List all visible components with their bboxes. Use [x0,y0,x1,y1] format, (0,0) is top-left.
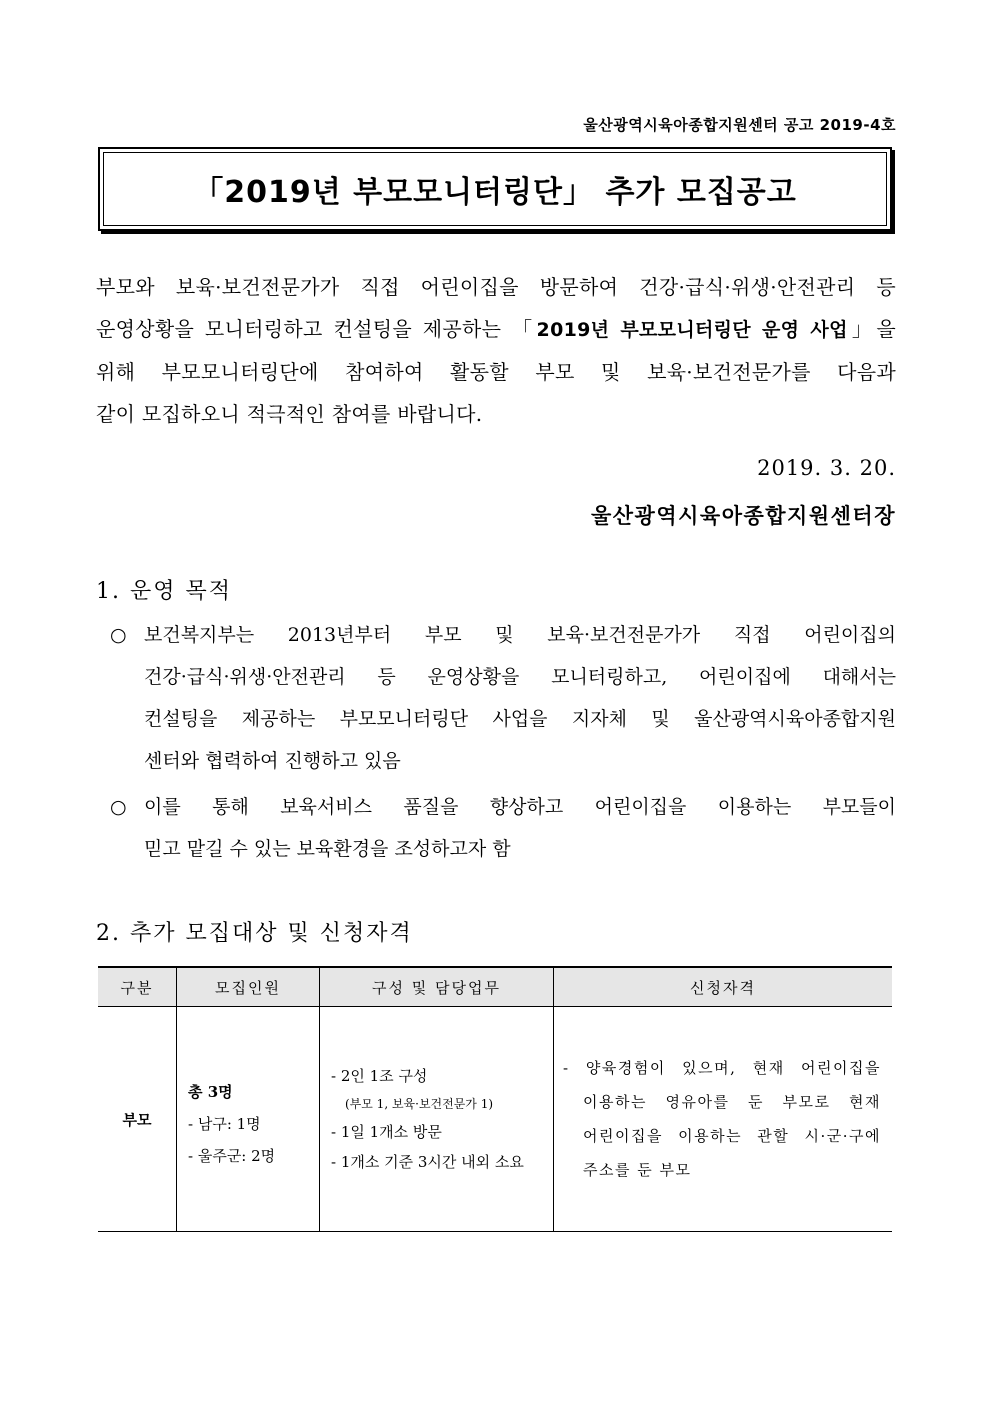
section1-item [110,786,896,870]
bullet-circle-icon: ○ [110,624,127,646]
section1-item [110,614,896,782]
column-header: 구분 [98,967,177,1007]
recruitment-table [98,966,892,1232]
recruit-total: 총 3명 [188,1083,233,1101]
category-label: 부모 [122,1110,152,1129]
duty-subline: (부모 1, 보육·보건전문가 1) [345,1097,494,1111]
duty-line: - 1개소 기준 3시간 내외 소요 [331,1153,524,1171]
intro-line: 위해 부모모니터링단에 참여하여 활동할 부모 및 보육·보건전문가를 다음과 [96,360,896,384]
intro-text: 」을 [847,317,896,341]
duty-cell [320,1007,554,1232]
project-name: 2019년 부모모니터링단 운영 사업 [536,319,848,341]
notice-date: 2019. 3. 20. [757,456,896,480]
intro-line: 같이 모집하오니 적극적인 참여를 바랍니다. [96,402,483,426]
qualification-line: 이용하는 영유아를 둔 부모로 현재 [583,1093,881,1111]
table-header-row [98,967,892,1007]
item-line: 센터와 협력하여 진행하고 있음 [144,750,401,772]
item-line: 컨설팅을 제공하는 부모모니터링단 사업을 지자체 및 울산광역시육아종합지원 [144,708,896,730]
intro-paragraph [96,266,896,435]
duty-line: - 1일 1개소 방문 [331,1123,442,1141]
recruit-line: - 남구: 1명 [188,1115,261,1133]
qualification-line: 어린이집을 이용하는 관할 시·군·구에 [583,1127,881,1145]
item-line: 건강·급식·위생·안전관리 등 운영상황을 모니터링하고, 어린이집에 대해서는 [144,666,896,688]
item-line: 보건복지부는 2013년부터 부모 및 보육·보건전문가가 직접 어린이집의 [144,624,896,646]
intro-line [96,308,896,351]
category-cell [98,1007,177,1232]
recruit-cell [177,1007,320,1232]
intro-text: 운영상황을 모니터링하고 컨설팅을 제공하는 「 [96,317,537,341]
table-row [98,1007,892,1232]
intro-line: 부모와 보육·보건전문가가 직접 어린이집을 방문하여 건강·급식·위생·안전관리 등 [96,275,896,299]
item-line: 이를 통해 보육서비스 품질을 향상하고 어린이집을 이용하는 부모들이 [144,796,896,818]
column-header: 모집인원 [177,967,320,1007]
column-header: 신청자격 [554,967,893,1007]
qualification-cell [554,1007,893,1232]
qualification-line: - 양육경험이 있으며, 현재 어린이집을 [563,1059,881,1077]
issuer-name: 울산광역시육아종합지원센터장 [590,503,896,528]
title-box [98,147,892,231]
notice-number: 울산광역시육아종합지원센터 공고 2019-4호 [583,116,896,134]
document-title: 「2019년 부모모니터링단」 추가 모집공고 [193,175,797,210]
recruit-line: - 울주군: 2명 [188,1147,276,1165]
qualification-line: 주소를 둔 부모 [583,1161,692,1179]
duty-line: - 2인 1조 구성 [331,1067,428,1085]
column-header: 구성 및 담당업무 [320,967,554,1007]
section1-heading: 1. 운영 목적 [96,579,232,604]
bullet-circle-icon: ○ [110,796,127,818]
section2-heading: 2. 추가 모집대상 및 신청자격 [96,921,413,946]
item-line: 믿고 맡길 수 있는 보육환경을 조성하고자 함 [144,838,511,860]
